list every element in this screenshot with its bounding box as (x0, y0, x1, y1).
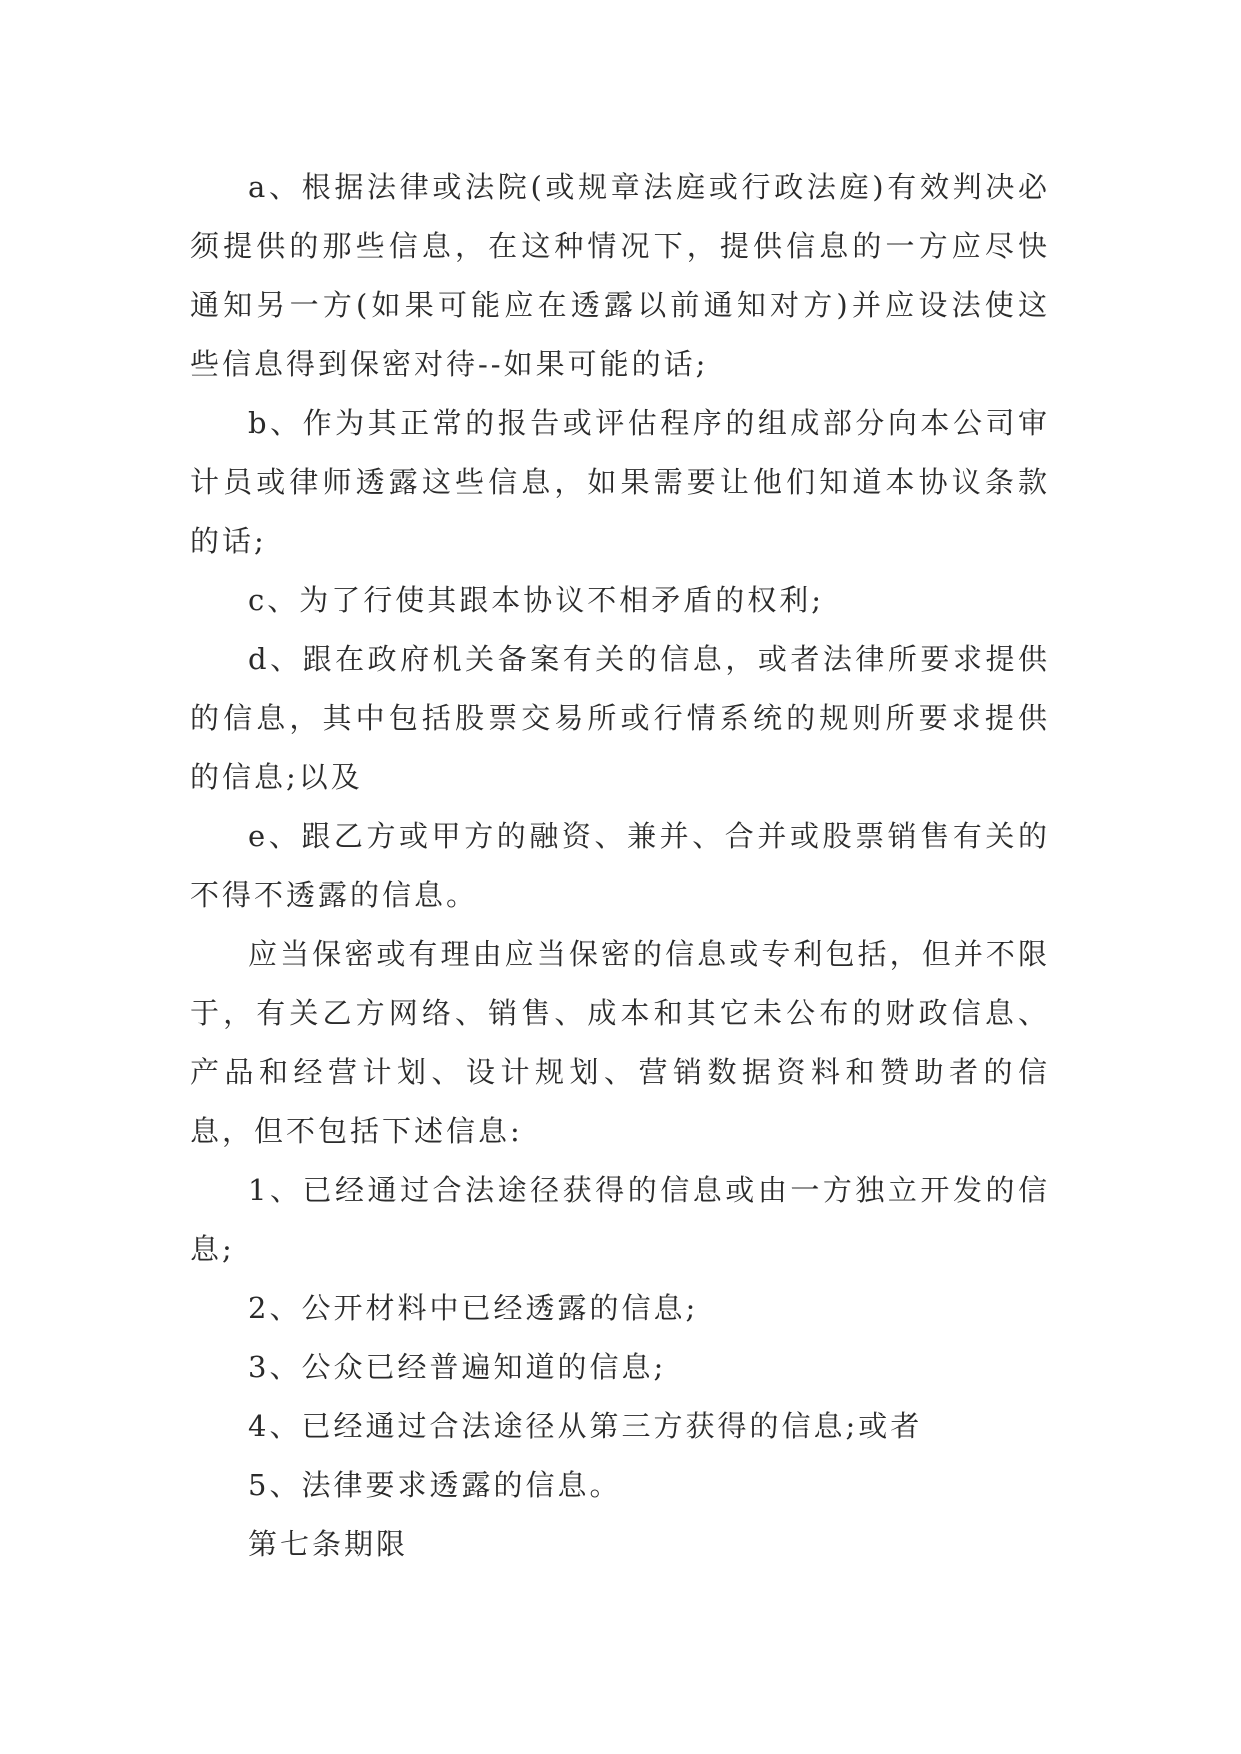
exclusion-item-5: 5、法律要求透露的信息。 (248, 1468, 622, 1502)
clause-b: b、作为其正常的报告或评估程序的组成部分向本公司审计员或律师透露这些信息，如果需要让他们知道本协议条款的话; (190, 406, 1050, 558)
clause-a: a、根据法律或法院(或规章法庭或行政法庭)有效判决必须提供的那些信息，在这种情况下，提供信息的一方应尽快通知另一方(如果可能应在透露以前通知对方)并应设法使这些信息得到保密对待--如果可能的话; (190, 170, 1050, 381)
exclusion-item-3: 3、公众已经普遍知道的信息; (248, 1350, 667, 1384)
article-heading: 第七条期限 (248, 1527, 409, 1561)
confidential-info-definition: 应当保密或有理由应当保密的信息或专利包括，但并不限于，有关乙方网络、销售、成本和其它未公布的财政信息、产品和经营计划、设计规划、营销数据资料和赞助者的信息，但不包括下述信息: (190, 937, 1050, 1148)
exclusion-item-4: 4、已经通过合法途径从第三方获得的信息;或者 (248, 1409, 923, 1443)
clause-c: c、为了行使其跟本协议不相矛盾的权利; (248, 583, 825, 617)
clause-d: d、跟在政府机关备案有关的信息，或者法律所要求提供的信息，其中包括股票交易所或行情系统的规则所要求提供的信息;以及 (190, 642, 1050, 794)
document-body (190, 158, 1050, 1574)
exclusion-item-2: 2、公开材料中已经透露的信息; (248, 1291, 699, 1325)
exclusion-item-1: 1、已经通过合法途径获得的信息或由一方独立开发的信息; (190, 1173, 1050, 1266)
clause-e: e、跟乙方或甲方的融资、兼并、合并或股票销售有关的不得不透露的信息。 (190, 819, 1050, 912)
